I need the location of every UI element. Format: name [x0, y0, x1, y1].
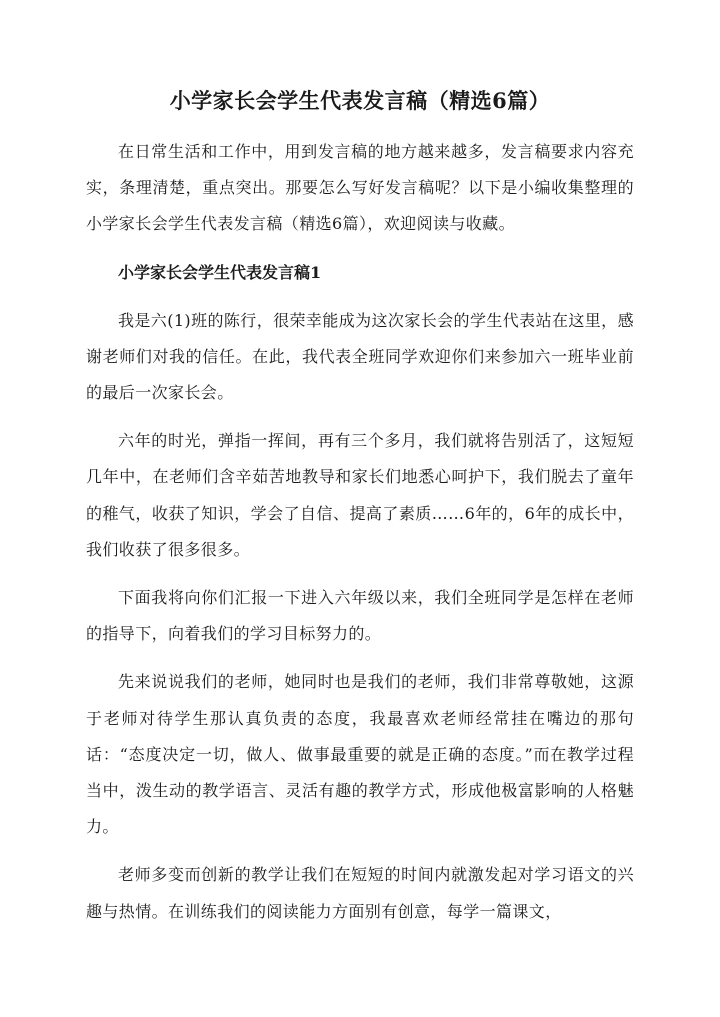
body-paragraph-3: 下面我将向你们汇报一下进入六年级以来，我们全班同学是怎样在老师的指导下，向着我们的学习目标努力的。: [86, 588, 634, 644]
body-paragraph-5: 老师多变而创新的教学让我们在短短的时间内就激发起对学习语文的兴趣与热情。在训练我们的阅读能力方面别有创意，每学一篇课文，: [86, 865, 634, 921]
body-paragraph-2: 六年的时光，弹指一挥间，再有三个多月，我们就将告别活了，这短短几年中，在老师们含辛茹苦地教导和家长们地悉心呵护下，我们脱去了童年的稚气，收获了知识，学会了自信、提高了素质……6年的，6年的成长中，我们收获了很多很多。: [86, 431, 634, 559]
section-heading: 小学家长会学生代表发言稿1: [118, 262, 322, 282]
body-paragraph-4: 先来说说我们的老师，她同时也是我们的老师，我们非常尊敬她，这源于老师对待学生那认真负责的态度，我最喜欢老师经常挂在嘴边的那句话：“态度决定一切，做人、做事最重要的就是正确的态度。”而在教学过程当中，泼生动的教学语言、灵活有趣的教学方式，形成他极富影响的人格魅力。: [86, 672, 634, 837]
intro-paragraph: 在日常生活和工作中，用到发言稿的地方越来越多，发言稿要求内容充实，条理清楚，重点突出。那要怎么写好发言稿呢？以下是小编收集整理的小学家长会学生代表发言稿（精选6篇），欢迎阅读与收藏。: [86, 142, 634, 234]
document-title: 小学家长会学生代表发言稿（精选6篇）: [169, 88, 551, 113]
body-paragraph-1: 我是六(1)班的陈行，很荣幸能成为这次家长会的学生代表站在这里，感谢老师们对我的信任。在此，我代表全班同学欢迎你们来参加六一班毕业前的最后一次家长会。: [86, 310, 634, 403]
